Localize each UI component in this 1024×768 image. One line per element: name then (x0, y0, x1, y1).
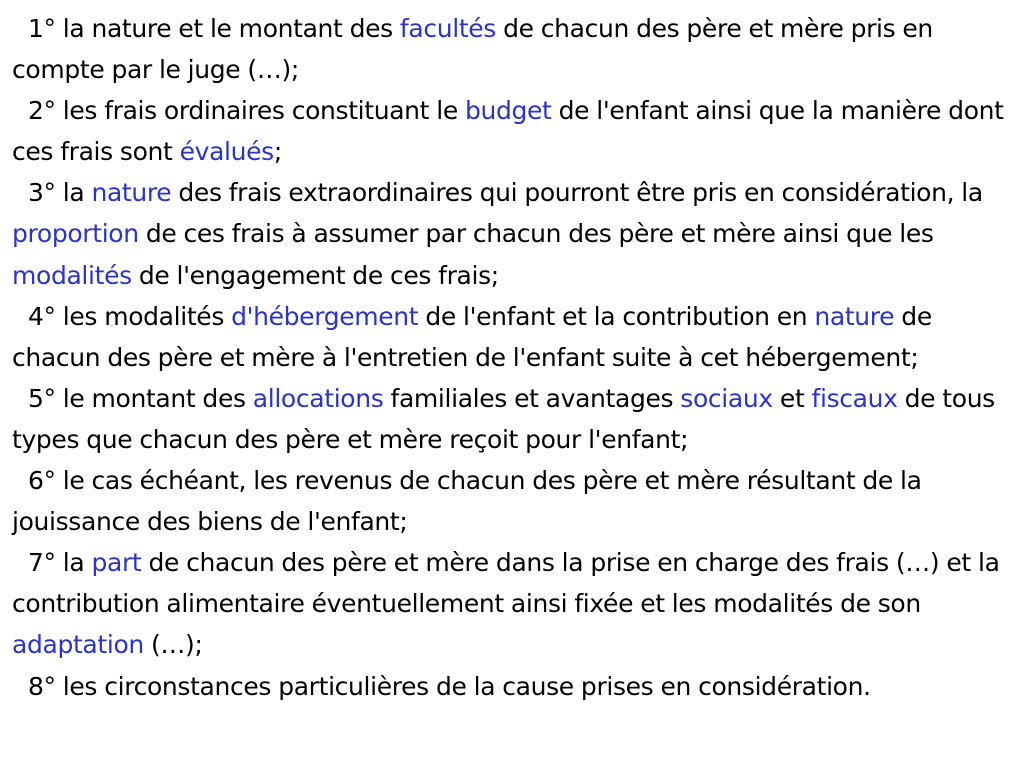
clause-3-text: de l'engagement de ces frais; (131, 260, 499, 290)
clause-3-text: des frais extraordinaires qui pourront être pris en considération, la (171, 178, 983, 208)
clause-7-text: de chacun des père et mère dans la prise en charge des frais (…) et la contribution alimentaire éventuellement ainsi fixée et les modalités de son (12, 548, 1000, 619)
slide-body (12, 8, 1018, 707)
clause-1 (12, 8, 1018, 90)
clause-5-text: 5° le montant des (28, 383, 253, 413)
clause-2-text: 2° les frais ordinaires constituant le (28, 96, 465, 126)
clause-3-text: 3° la (28, 178, 92, 208)
keyword-sociaux: sociaux (680, 383, 773, 413)
clause-2-text: de l'enfant ainsi que la manière dont ces frais sont (12, 96, 1004, 167)
clause-2-text: ; (273, 137, 282, 167)
keyword-part: part (91, 548, 142, 578)
clause-5-text: et (772, 383, 812, 413)
clause-3 (12, 172, 1018, 295)
clause-2 (12, 90, 1018, 172)
clause-5 (12, 378, 1018, 460)
clause-4-text: de chacun des père et mère à l'entretien de l'enfant suite à cet hébergement; (12, 301, 932, 372)
keyword-nature: nature (91, 178, 172, 208)
clause-7 (12, 542, 1018, 665)
clause-5-text: familiales et avantages (383, 383, 681, 413)
keyword-nature: nature (814, 301, 895, 331)
clause-7-text: (…); (143, 630, 203, 660)
clause-4-text: 4° les modalités (28, 301, 232, 331)
clause-8 (12, 666, 1018, 707)
clause-3-text: de ces frais à assumer par chacun des père et mère ainsi que les (138, 219, 934, 249)
keyword-facultes: facultés (399, 14, 496, 43)
keyword-evalues: évalués (179, 137, 274, 167)
clause-4-text: de l'enfant et la contribution en (418, 301, 815, 331)
clause-6 (12, 460, 1018, 542)
clause-4 (12, 296, 1018, 378)
keyword-fiscaux: fiscaux (811, 383, 898, 413)
keyword-allocations: allocations (252, 383, 384, 413)
keyword-hebergement: d'hébergement (231, 301, 419, 331)
clause-5-text: de tous types que chacun des père et mère reçoit pour l'enfant; (12, 383, 995, 454)
clause-8-text: 8° les circonstances particulières de la cause prises en considération. (28, 671, 871, 701)
clause-1-text: de chacun des père et mère pris en compte par le juge (…); (12, 14, 933, 85)
clause-6-text: 6° le cas échéant, les revenus de chacun des père et mère résultant de la jouissance des biens de l'enfant; (12, 466, 922, 537)
clause-1-text: 1° la nature et le montant des (28, 14, 400, 43)
keyword-adaptation: adaptation (12, 630, 144, 660)
keyword-proportion: proportion (12, 219, 139, 249)
keyword-modalites: modalités (12, 260, 132, 290)
clause-7-text: 7° la (28, 548, 92, 578)
keyword-budget: budget (464, 96, 552, 126)
